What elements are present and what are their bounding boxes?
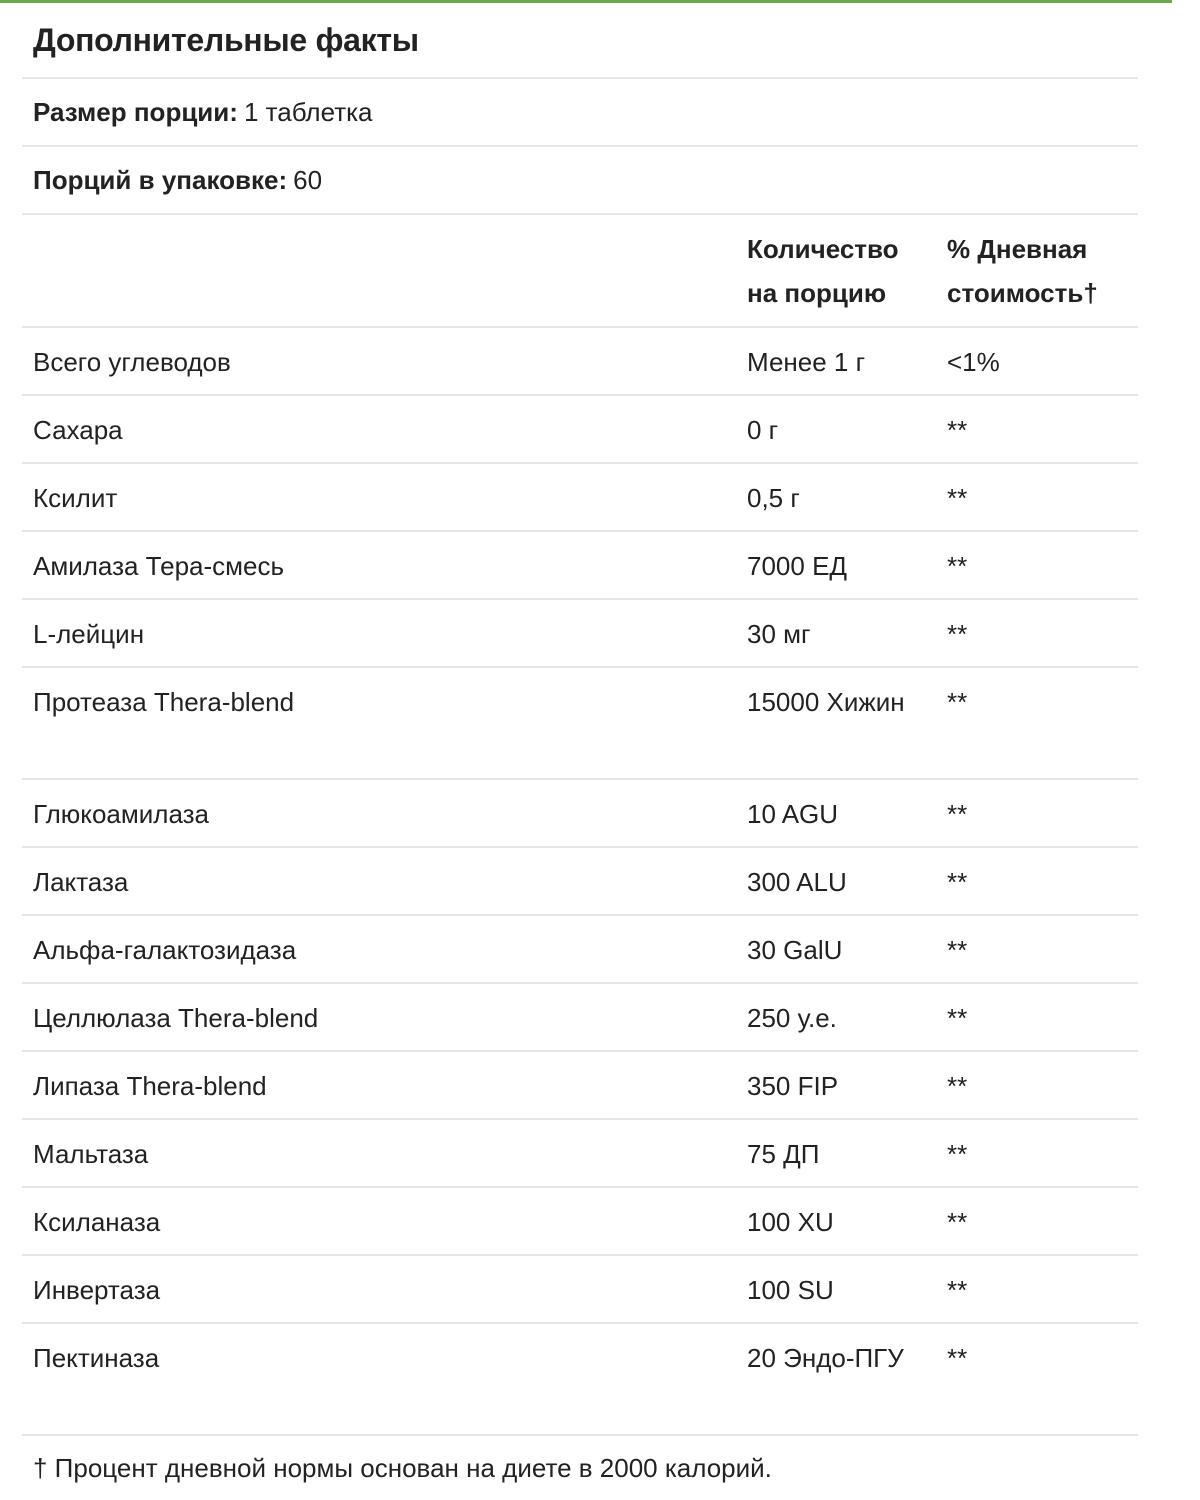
- serving-size-label: Размер порции:: [33, 96, 238, 127]
- nutrient-amount: 30 мг: [736, 599, 936, 667]
- table-row: [22, 1119, 1138, 1187]
- nutrient-name: Лактаза: [22, 847, 736, 915]
- nutrient-daily-value: **: [936, 667, 1138, 779]
- table-row: [22, 847, 1138, 915]
- nutrient-amount: 7000 ЕД: [736, 531, 936, 599]
- table-row: [22, 531, 1138, 599]
- table-row: [22, 599, 1138, 667]
- servings-per-container-label: Порций в упаковке:: [33, 164, 288, 195]
- table-row: [22, 1255, 1138, 1323]
- nutrient-amount: 0 г: [736, 395, 936, 463]
- table-row: [22, 327, 1138, 395]
- table-row: [22, 1323, 1138, 1435]
- supplement-facts-panel: [22, 3, 1138, 1436]
- facts-table: [22, 215, 1138, 1436]
- serving-size-row: [22, 79, 1138, 147]
- nutrient-name: L-лейцин: [22, 599, 736, 667]
- nutrient-daily-value: **: [936, 463, 1138, 531]
- nutrient-amount: 75 ДП: [736, 1119, 936, 1187]
- nutrient-daily-value: **: [936, 983, 1138, 1051]
- nutrient-name: Сахара: [22, 395, 736, 463]
- table-row: [22, 983, 1138, 1051]
- header-name: [22, 215, 736, 327]
- table-row: [22, 915, 1138, 983]
- nutrient-daily-value: **: [936, 915, 1138, 983]
- nutrient-amount: 15000 Хижин: [736, 667, 936, 779]
- nutrient-daily-value: **: [936, 1323, 1138, 1435]
- nutrient-amount: 0,5 г: [736, 463, 936, 531]
- nutrient-amount: 100 SU: [736, 1255, 936, 1323]
- header-amount: Количество на порцию: [736, 215, 936, 327]
- nutrient-name: Альфа-галактозидаза: [22, 915, 736, 983]
- nutrient-daily-value: **: [936, 1051, 1138, 1119]
- nutrient-name: Протеаза Thera-blend: [22, 667, 736, 779]
- footnote: † Процент дневной нормы основан на диете в 2000 калорий.: [33, 1453, 772, 1483]
- nutrient-amount: 10 AGU: [736, 779, 936, 847]
- nutrient-name: Мальтаза: [22, 1119, 736, 1187]
- nutrient-name: Глюкоамилаза: [22, 779, 736, 847]
- serving-size-value: 1 таблетка: [243, 96, 373, 127]
- nutrient-name: Всего углеводов: [22, 327, 736, 395]
- nutrient-daily-value: **: [936, 599, 1138, 667]
- nutrient-daily-value: **: [936, 531, 1138, 599]
- nutrient-daily-value: **: [936, 1187, 1138, 1255]
- nutrient-daily-value: **: [936, 1119, 1138, 1187]
- nutrient-amount: 350 FIP: [736, 1051, 936, 1119]
- nutrient-name: Липаза Thera-blend: [22, 1051, 736, 1119]
- servings-per-container-row: [22, 147, 1138, 215]
- nutrient-amount: 20 Эндо-ПГУ: [736, 1323, 936, 1435]
- table-row: [22, 667, 1138, 779]
- nutrient-daily-value: **: [936, 395, 1138, 463]
- table-header-row: [22, 215, 1138, 327]
- nutrient-amount: 30 GalU: [736, 915, 936, 983]
- nutrient-daily-value: **: [936, 847, 1138, 915]
- servings-per-container-value: 60: [293, 164, 323, 195]
- table-row: [22, 779, 1138, 847]
- nutrient-amount: 300 ALU: [736, 847, 936, 915]
- nutrient-name: Целлюлаза Thera-blend: [22, 983, 736, 1051]
- nutrient-name: Амилаза Тера-смесь: [22, 531, 736, 599]
- nutrient-name: Инвертаза: [22, 1255, 736, 1323]
- table-row: [22, 1187, 1138, 1255]
- nutrient-daily-value: **: [936, 1255, 1138, 1323]
- nutrient-daily-value: <1%: [936, 327, 1138, 395]
- nutrient-amount: 250 у.е.: [736, 983, 936, 1051]
- title-row: [22, 3, 1138, 79]
- table-row: [22, 1051, 1138, 1119]
- page-title: Дополнительные факты: [33, 21, 419, 58]
- header-daily-value: % Дневная стоимость†: [936, 215, 1138, 327]
- nutrient-name: Пектиназа: [22, 1323, 736, 1435]
- nutrient-name: Ксиланаза: [22, 1187, 736, 1255]
- table-row: [22, 395, 1138, 463]
- nutrient-amount: 100 XU: [736, 1187, 936, 1255]
- nutrient-name: Ксилит: [22, 463, 736, 531]
- table-row: [22, 463, 1138, 531]
- nutrient-daily-value: **: [936, 779, 1138, 847]
- nutrient-amount: Менее 1 г: [736, 327, 936, 395]
